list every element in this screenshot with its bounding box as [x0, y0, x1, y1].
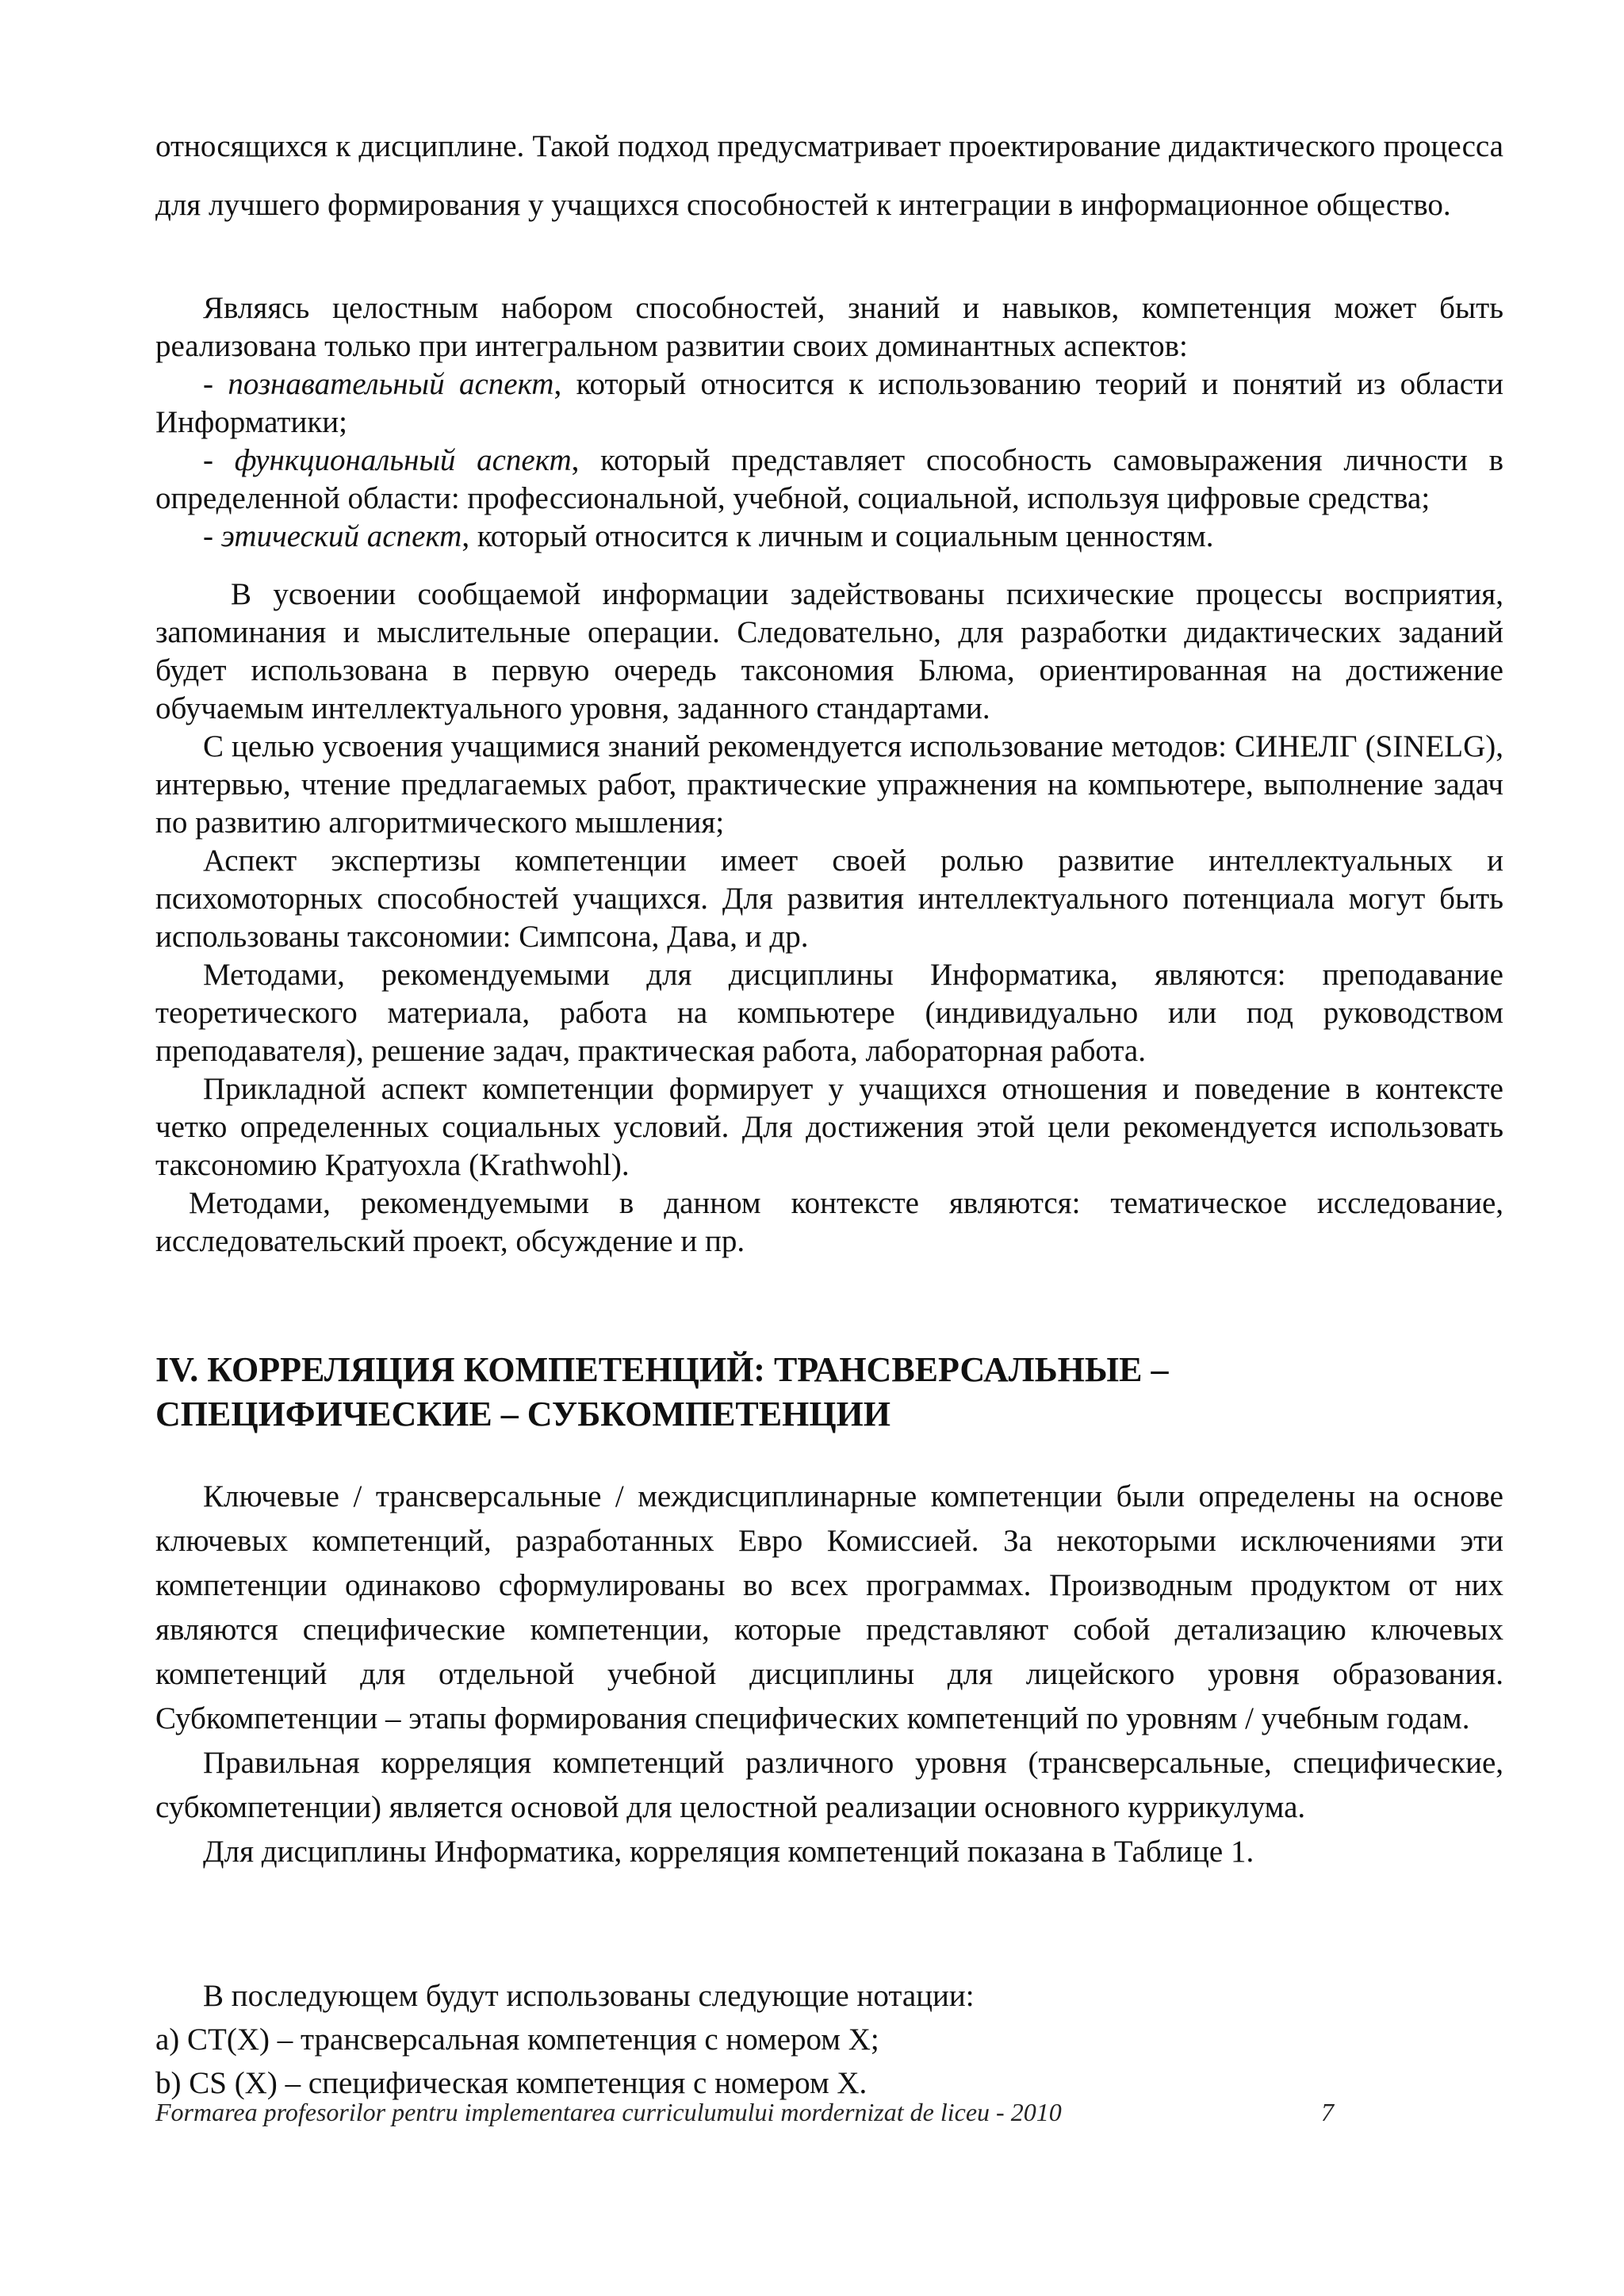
aspect-term: этический аспект: [220, 519, 462, 553]
aspect-term: функциональный аспект: [234, 443, 572, 477]
paragraph: Являясь целостным набором способностей, знаний и навыков, компетенция может быть реализована только при интегральном развитии своих доминантных аспектов:: [155, 291, 1503, 363]
aspect-term: познавательный аспект: [228, 367, 554, 401]
paragraph: Для дисциплины Информатика, корреляция компетенций показана в Таблице 1.: [203, 1835, 1254, 1869]
section-heading: [155, 1348, 1503, 1437]
aspect-item-ethical: [155, 518, 1503, 556]
paragraph: Правильная корреляция компетенций различного уровня (трансверсальные, специфические, субкомпетенции) является основой для целостной реализации основного куррикулума.: [155, 1746, 1503, 1824]
paragraph: Методами, рекомендуемыми в данном контексте являются: тематическое исследование, исследовательский проект, обсуждение и пр.: [155, 1186, 1503, 1258]
footer-text: Formarea profesorilor pentru implementarea curriculumului mordernizat de liceu - 2010: [155, 2098, 1062, 2126]
heading-line: IV. КОРРЕЛЯЦИЯ КОМПЕТЕНЦИЙ: ТРАНСВЕРСАЛЬНЫЕ –: [155, 1350, 1169, 1389]
aspect-item-functional: [155, 442, 1503, 518]
aspect-item-cognitive: [155, 365, 1503, 442]
paragraph: В последующем будут использованы следующие нотации:: [203, 1979, 975, 2013]
paragraph: С целью усвоения учащимися знаний рекомендуется использование методов: СИНЕЛГ (SINELG), интервью, чтение предлагаемых работ, практические упражнения на компьютере, выполнение задач по развитию алгоритмического мышления;: [155, 729, 1503, 840]
notation-item-a: a) CT(X) – трансверсальная компетенция с номером X;: [155, 2022, 879, 2057]
notation-item-b: b) CS (X) – специфическая компетенция с номером X.: [155, 2066, 868, 2100]
paragraph: В усвоении сообщаемой информации задействованы психические процессы восприятия, запоминания и мыслительные операции. Следовательно, для разработки дидактических заданий будет использована в первую очередь таксономия Блюма, ориентированная на достижение обучаемым интеллектуального уровня, заданного стандартами.: [155, 577, 1503, 725]
page-number: 7: [1321, 2098, 1334, 2126]
notations-section: [155, 1974, 1503, 2105]
aspect-text: , который относится к личным и социальным ценностям.: [462, 519, 1214, 553]
paragraph: Методами, рекомендуемыми для дисциплины Информатика, являются: преподавание теоретического материала, работа на компьютере (индивидуально или под руководством преподавателя), решение задач, практическая работа, лабораторная работа.: [155, 958, 1503, 1068]
heading-line: СПЕЦИФИЧЕСКИЕ – СУБКОМПЕТЕНЦИИ: [155, 1395, 891, 1433]
paragraph: Ключевые / трансверсальные / междисциплинарные компетенции были определены на основе ключевых компетенций, разработанных Евро Комиссией. За некоторыми исключениями эти компетенции одинаково сформулированы во всех программах. Производным продуктом от них являются специфические компетенции, которые представляют собой детализацию ключевых компетенций для отдельной учебной дисциплины для лицейского уровня образования. Субкомпетенции – этапы формирования специфических компетенций по уровням / учебным годам.: [155, 1479, 1503, 1735]
list-dash: -: [203, 519, 221, 553]
intro-continuation: [155, 117, 1503, 235]
aspects-section: [155, 289, 1503, 556]
aspect-text: , который относится к использованию теорий и понятий из области Информатики;: [155, 367, 1503, 439]
correlation-section: [155, 1475, 1503, 1874]
methods-section: [155, 576, 1503, 1261]
aspect-text: , который представляет способность самовыражения личности в определенной области: профессиональной, учебной, социальной, используя цифровые средства;: [155, 443, 1503, 515]
paragraph: Прикладной аспект компетенции формирует у учащихся отношения и поведение в контексте четко определенных социальных условий. Для достижения этой цели рекомендуется использовать таксономию Кратуохла (Krathwohl).: [155, 1072, 1503, 1182]
list-dash: -: [203, 443, 235, 477]
paragraph: Аспект экспертизы компетенции имеет своей ролью развитие интеллектуальных и психомоторных способностей учащихся. Для развития интеллектуального потенциала могут быть использованы таксономии: Симпсона, Дава, и др.: [155, 844, 1503, 954]
list-dash: -: [203, 367, 228, 401]
paragraph: относящихся к дисциплине. Такой подход предусматривает проектирование дидактического процесса для лучшего формирования у учащихся способностей к интеграции в информационное общество.: [155, 129, 1503, 222]
